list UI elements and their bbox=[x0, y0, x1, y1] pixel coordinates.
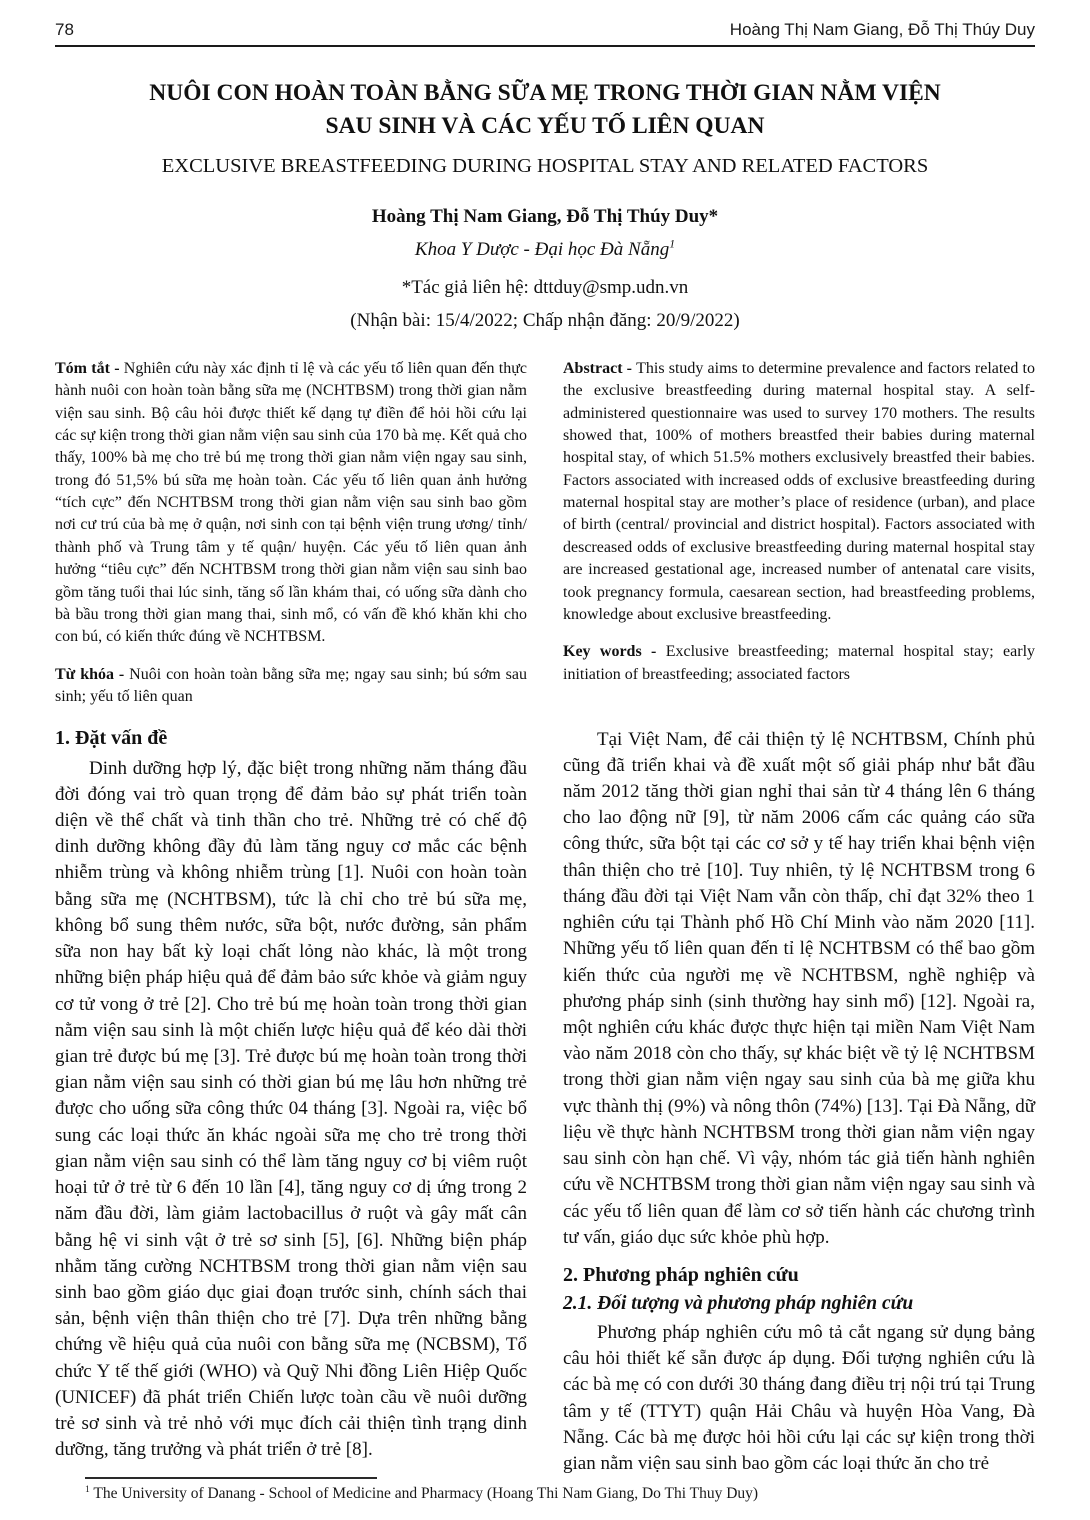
section-1-paragraph: Dinh dưỡng hợp lý, đặc biệt trong những năm tháng đầu đời đóng vai trò quan trọng để đảm bảo sự phát triển toàn diện về thể chất và tinh thần cho trẻ. Những trẻ có chế độ dinh dưỡng không đầy đủ làm tăng nguy cơ mắc các bệnh nhiễm trùng và không nhiễm trùng [1]. Nuôi con hoàn toàn bằng sữa mẹ (NCHTBSM), tức là chỉ cho trẻ bú sữa mẹ, không bổ sung thêm nước, sữa bột, nước đường, sản phẩm sữa non hay bất kỳ loại chất lỏng nào khác, là một trong những biện pháp hiệu quả để đảm bảo sức khỏe và giảm nguy cơ tử vong ở trẻ [2]. Cho trẻ bú mẹ hoàn toàn trong thời gian nằm viện sau sinh là một chiến lược hiệu quả để kéo dài thời gian trẻ được bú mẹ [3]. Trẻ được bú mẹ hoàn toàn trong thời gian nằm viện sau sinh có thời gian bú mẹ lâu hơn những trẻ được cho uống sữa công thức 04 tháng [3]. Ngoài ra, việc bổ sung các loại thức ăn khác ngoài sữa mẹ cho trẻ trong thời gian nằm viện sau sinh có thể làm tăng nguy cơ bị viêm ruột hoại tử ở trẻ từ 6 đến 10 lần [4], tăng nguy cơ dị ứng trong 2 năm đầu đời, làm giảm lactobacillus ở ruột và gây mất cân bằng hệ vi sinh vật ở trẻ sơ sinh [5], [6]. Những biện pháp nhằm tăng cường NCHTBSM trong thời gian nằm viện sau sinh bao gồm giáo dục giai đoạn trước sinh, chính sách thai sản, bệnh viện thân thiện cho trẻ [7]. Dựa trên những bằng chứng về hiệu quả của nuôi con bằng sữa mẹ (NCBSM), Tổ chức Y tế thế giới (WHO) và Quỹ Nhi đồng Liên Hiệp Quốc (UNICEF) đã phát triển Chiến lược toàn cầu về nuôi dưỡng trẻ sơ sinh và trẻ nhỏ với mục đích cải thiện tình trạng dinh dưỡng, tăng trưởng và phát triển ở trẻ [8]. bbox=[55, 757, 527, 1461]
section-1-heading: 1. Đặt vấn đề bbox=[55, 726, 168, 749]
page-header bbox=[55, 20, 1035, 40]
title-vi-line1: NUÔI CON HOÀN TOÀN BẰNG SỮA MẸ TRONG THỜI GIAN NẰM VIỆN bbox=[149, 80, 941, 106]
header-rule bbox=[55, 45, 1035, 47]
abstract-en-text: This study aims to determine prevalence and factors related to the exclusive breastfeeding during maternal hospital stay. A self-administered questionnaire was used to survey 170 mothers. The results showed that, 100% of mothers breastfed their babies during maternal hospital stay, of which 51.5% mothers exclusively breastfed their babies. Factors associated with increased odds of exclusive breastfeeding during maternal hospital stay are mother’s place of residence (urban), and place of birth (central/ provincial and district hospital). Factors associated with descreased odds of exclusive breastfeeding during maternal hospital stay are increased gestational age, increased number of antenatal care visits, took pregnancy formula, caesarean section, had breastfeeding problems, knowledge about exclusive breastfeeding. bbox=[563, 359, 1035, 624]
page-number: 78 bbox=[55, 20, 74, 39]
affiliation-line bbox=[55, 239, 1035, 261]
section-2-heading: 2. Phương pháp nghiên cứu bbox=[563, 1263, 799, 1286]
authors-line: Hoàng Thị Nam Giang, Đỗ Thị Thúy Duy* bbox=[371, 205, 719, 227]
introduction-paragraph-2: Tại Việt Nam, để cải thiện tỷ lệ NCHTBSM, Chính phủ cũng đã triển khai và đề xuất một số giải pháp như bắt đầu năm 2012 tăng thời gian nghỉ thai sản từ 4 tháng lên 6 tháng cho lao động nữ [9], từ năm 2006 cấm các quảng cáo sữa công thức, sữa bột tại các cơ sở y tế hay triển khai bệnh viện thân thiện cho trẻ [10]. Tuy nhiên, tỷ lệ NCHTBSM trong 6 tháng đầu đời tại Việt Nam vẫn còn thấp, chỉ đạt 32% theo 1 nghiên cứu tại Thành phố Hồ Chí Minh vào năm 2020 [11]. Những yếu tố liên quan đến tỉ lệ NCHTBSM có thể bao gồm kiến thức của người mẹ về NCHTBSM, nghề nghiệp và phương pháp sinh (sinh thường hay sinh mổ) [12]. Ngoài ra, một nghiên cứu khác được thực hiện tại miền Nam Việt Nam vào năm 2018 còn cho thấy, sự khác biệt về tỷ lệ NCHTBSM trong thời gian nằm viện ngay sau sinh của bà mẹ giữa khu vực thành thị (9%) và nông thôn (74%) [13]. Tại Đà Nẵng, dữ liệu về thực hành NCHTBSM trong thời gian nằm viện ngay sau sinh còn hạn chế. Vì vậy, nhóm tác giả tiến hành nghiên cứu về NCHTBSM trong thời gian nằm viện ngay sau sinh và các yếu tố liên quan để làm cơ sở tiến hành các chương trình tư vấn, giáo dục sức khỏe phù hợp. bbox=[563, 728, 1035, 1248]
footnote-area bbox=[55, 1477, 1035, 1503]
section-2-1-paragraph: Phương pháp nghiên cứu mô tả cắt ngang sử dụng bảng câu hỏi thiết kế sẵn được áp dụng. Đối tượng nghiên cứu là các bà mẹ có con dưới 30 tháng đang điều trị nội trú tại Trung tâm y tế (TTYT) quận Hải Châu và huyện Hòa Vang, Đà Nẵng. Các bà mẹ được hỏi hồi cứu lại các sự kiện trong thời gian nằm viện sau sinh bao gồm các loại thức ăn cho trẻ bbox=[563, 1321, 1035, 1475]
title-english: EXCLUSIVE BREASTFEEDING DURING HOSPITAL STAY AND RELATED FACTORS bbox=[161, 154, 929, 177]
footnote-text: The University of Danang - School of Medicine and Pharmacy (Hoang Thi Nam Giang, Do Thi Thuy Duy) bbox=[93, 1485, 759, 1503]
abstract-vi-column bbox=[55, 358, 527, 709]
keywords-en-text: Exclusive breastfeeding; maternal hospital stay; early initiation of breastfeeding; associated factors bbox=[563, 643, 1036, 683]
body-left-column bbox=[55, 727, 527, 1478]
keywords-vi-label: Từ khóa - bbox=[55, 665, 130, 683]
affiliation-footnote-ref: 1 bbox=[669, 237, 676, 251]
abstract-vi-text: Nghiên cứu này xác định tỉ lệ và các yếu tố liên quan đến thực hành nuôi con hoàn toàn bằng sữa mẹ (NCHTBSM) trong thời gian nằm viện sau sinh. Bộ câu hỏi được thiết kế dạng tự điền để hỏi hồi cứu lại các sự kiện trong thời gian nằm viện sau sinh của 170 bà mẹ. Kết quả cho thấy, 100% bà mẹ cho trẻ bú mẹ trong thời gian nằm viện ngay sau sinh, trong đó 51,5% bú sữa mẹ hoàn toàn. Các yếu tố liên quan ảnh hưởng “tích cực” đến NCHTBSM trong thời gian nằm viện sau sinh bao gồm nơi cư trú của bà mẹ ở quận, nơi sinh con tại bệnh viện trung ương/ tỉnh/ thành phố và Trung tâm y tế quận/ huyện. Các yếu tố liên quan ảnh hưởng “tiêu cực” đến NCHTBSM trong thời gian nằm viện sau sinh bao gồm tăng tuổi thai lúc sinh, tăng số lần khám thai, có uống sữa dành cho bà bầu trong thời gian mang thai, sinh mổ, có vấn đề khó khăn khi cho con bú, có kiến thức đúng về NCHTBSM. bbox=[55, 359, 527, 646]
keywords-vi bbox=[55, 664, 527, 709]
body-section bbox=[55, 727, 1035, 1478]
corresponding-author-line: *Tác giả liên hệ: dttduy@smp.udn.vn bbox=[401, 276, 689, 298]
body-right-column bbox=[563, 727, 1035, 1478]
section-2-1-heading: 2.1. Đối tượng và phương pháp nghiên cứu bbox=[563, 1292, 914, 1314]
abstract-vi bbox=[55, 358, 527, 649]
footnote-marker: 1 bbox=[85, 1484, 90, 1496]
submission-dates: (Nhận bài: 15/4/2022; Chấp nhận đăng: 20/9/2022) bbox=[350, 309, 740, 331]
keywords-vi-text: Nuôi con hoàn toàn bằng sữa mẹ; ngay sau sinh; bú sớm sau sinh; yếu tố liên quan bbox=[55, 665, 527, 706]
title-vietnamese bbox=[55, 77, 1035, 144]
abstract-en-column bbox=[563, 358, 1035, 709]
title-vi-line2: SAU SINH VÀ CÁC YẾU TỐ LIÊN QUAN bbox=[325, 113, 765, 140]
running-authors: Hoàng Thị Nam Giang, Đỗ Thị Thúy Duy bbox=[729, 20, 1035, 39]
keywords-en bbox=[563, 641, 1035, 686]
affiliation-footnote bbox=[85, 1485, 1035, 1503]
abstract-en-label: Abstract - bbox=[563, 359, 637, 377]
abstract-vi-label: Tóm tắt - bbox=[55, 359, 124, 377]
footnote-rule bbox=[85, 1477, 377, 1479]
keywords-en-label: Key words - bbox=[563, 643, 666, 661]
affiliation-text: Khoa Y Dược - Đại học Đà Nẵng bbox=[414, 238, 670, 260]
abstracts-section bbox=[55, 358, 1035, 709]
abstract-en bbox=[563, 358, 1035, 627]
